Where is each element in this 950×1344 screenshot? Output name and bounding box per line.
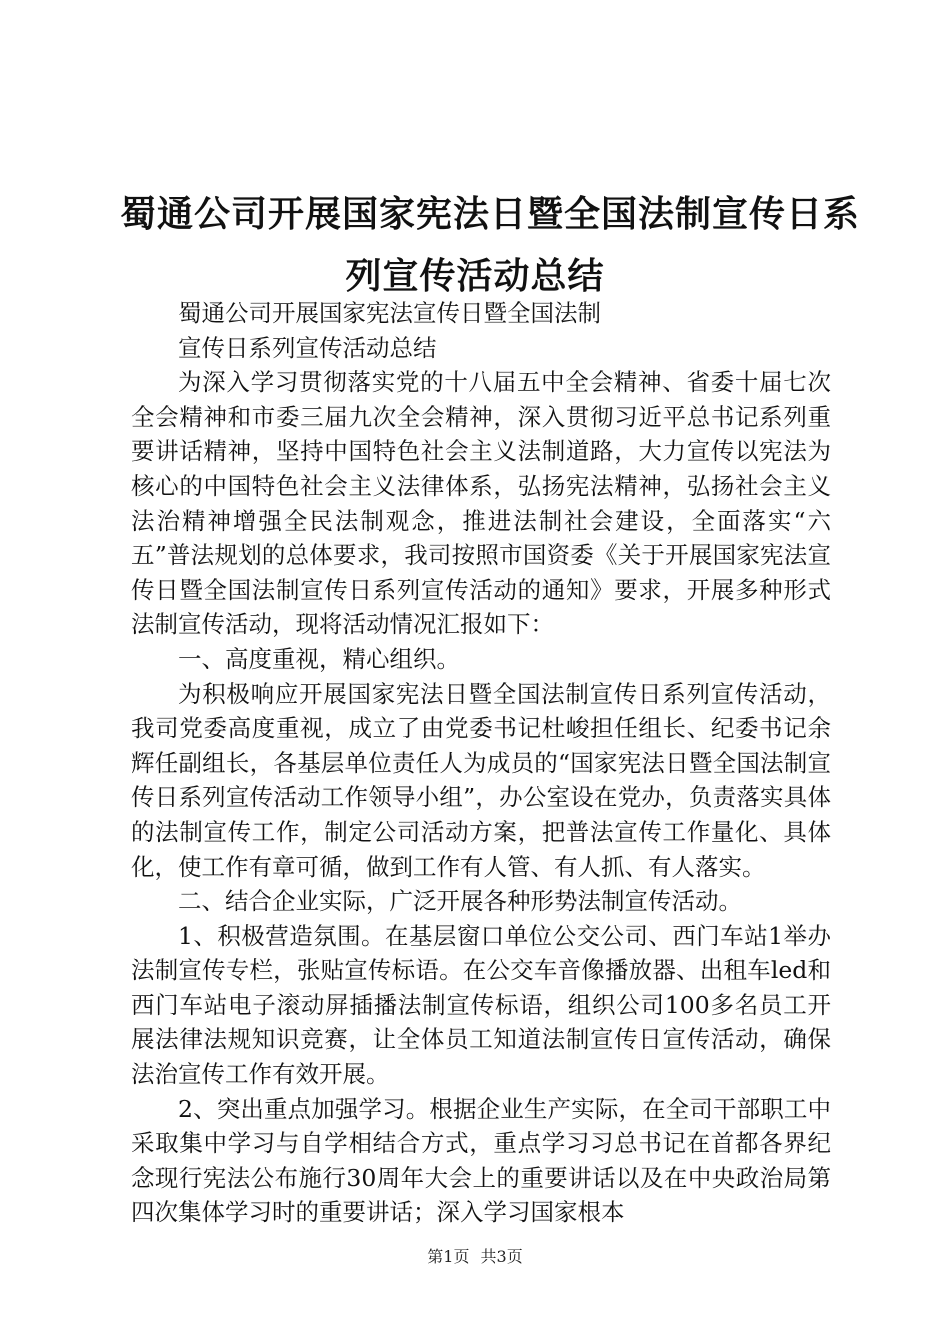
paragraph-section-1: 为积极响应开展国家宪法日暨全国法制宣传日系列宣传活动，我司党委高度重视，成立了由党委书记杜峻担任组长、纪委书记余辉任副组长，各基层单位责任人为成员的“国家宪法日暨全国法制宣传日系列宣传活动工作领导小组”，办公室设在党办，负责落实具体的法制宣传工作，制定公司活动方案，把普法宣传工作量化、具体化，使工作有章可循，做到工作有人管、有人抓、有人落实。	[131, 679, 831, 881]
section-heading-2: 二、结合企业实际，广泛开展各种形势法制宣传活动。	[178, 887, 742, 916]
subtitle-line-2: 宣传日系列宣传活动总结	[178, 333, 437, 362]
document-title-line-2: 列宣传活动总结	[345, 256, 605, 297]
paragraph-item-2: 2、突出重点加强学习。根据企业生产实际，在全司干部职工中采取集中学习与自学相结合方式，重点学习习总书记在首都各界纪念现行宪法公布施行30周年大会上的重要讲话以及在中央政治局第四次集体学习时的重要讲话；深入学习国家根本	[131, 1094, 831, 1227]
page-number: 第1页	[427, 1247, 470, 1266]
paragraph-intro: 为深入学习贯彻落实党的十八届五中全会精神、省委十届七次全会精神和市委三届九次全会精神，深入贯彻习近平总书记系列重要讲话精神，坚持中国特色社会主义法制道路，大力宣传以宪法为核心的中国特色社会主义法律体系，弘扬宪法精神，弘扬社会主义法治精神增强全民法制观念，推进法制社会建设，全面落实“六五”普法规划的总体要求，我司按照市国资委《关于开展国家宪法宣传日暨全国法制宣传日系列宣传活动的通知》要求，开展多种形式法制宣传活动，现将活动情况汇报如下：	[131, 368, 831, 639]
document-body	[131, 296, 831, 1230]
document-title-line-1: 蜀通公司开展国家宪法日暨全国法制宣传日系	[120, 194, 861, 235]
page-total: 共3页	[480, 1247, 523, 1266]
section-heading-1: 一、高度重视，精心组织。	[178, 644, 460, 673]
paragraph-item-1: 1、积极营造氛围。在基层窗口单位公交公司、西门车站1举办法制宣传专栏，张贴宣传标语。在公交车音像播放器、出租车led和西门车站电子滚动屏插播法制宣传标语，组织公司100多名员工开展法律法规知识竞赛，让全体员工知道法制宣传日宣传活动，确保法治宣传工作有效开展。	[131, 921, 831, 1089]
subtitle-line-1: 蜀通公司开展国家宪法宣传日暨全国法制	[178, 299, 601, 327]
page-footer	[0, 1244, 950, 1267]
